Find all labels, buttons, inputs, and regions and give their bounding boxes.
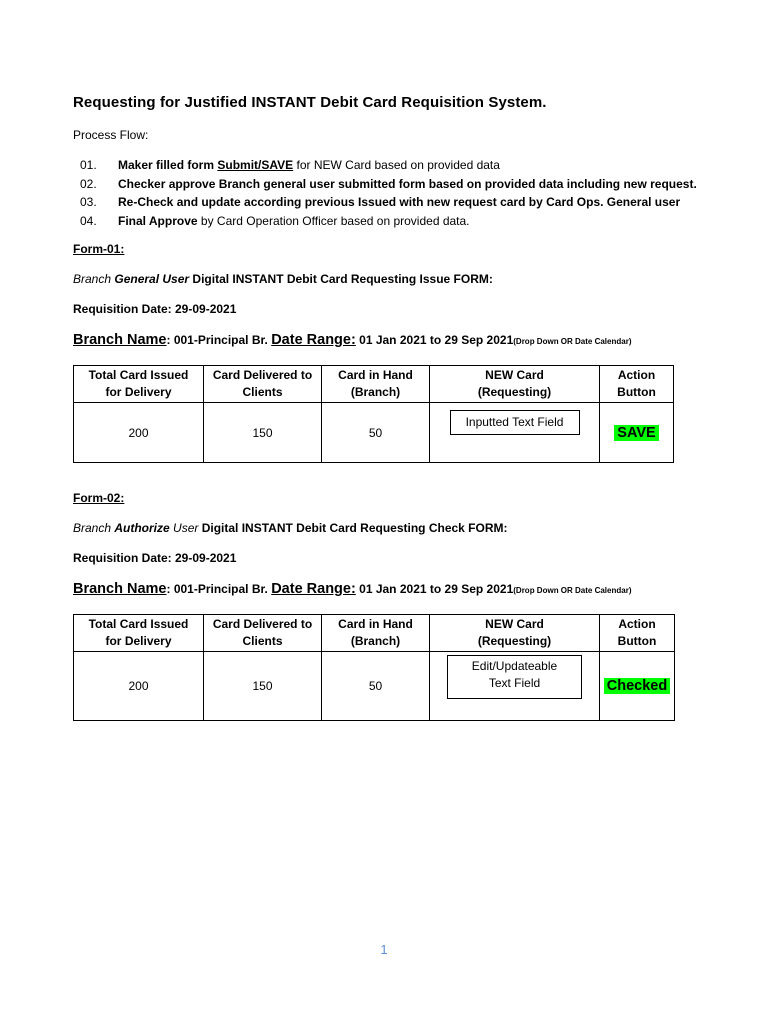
new-card-cell [430, 652, 600, 721]
desc-text: Digital INSTANT Debit Card Requesting Check FORM: [198, 521, 508, 535]
card-delivered-cell: 150 [204, 652, 322, 721]
form1-table [73, 365, 674, 463]
form1-branch-line [73, 332, 631, 348]
action-cell [600, 403, 674, 463]
step-number: 01. [80, 158, 97, 172]
header-text: Card in Hand (Branch) [338, 617, 413, 648]
header-text: Total Card Issued for Delivery [88, 617, 189, 648]
process-step-2 [80, 175, 697, 194]
process-flow-heading: Process Flow: [73, 128, 149, 142]
form2-requisition-date: Requisition Date: 29-09-2021 [73, 551, 237, 565]
date-range-note: (Drop Down OR Date Calendar) [513, 337, 632, 346]
form1-description [73, 272, 493, 286]
step-text-emphasis: Submit/SAVE [217, 158, 294, 172]
header-text: NEW Card (Requesting) [477, 617, 552, 648]
desc-text: Digital INSTANT Debit Card Requesting Issue FORM: [189, 272, 493, 286]
card-in-hand-cell: 50 [322, 403, 430, 463]
document-title: Requesting for Justified INSTANT Debit Card Requisition System. [73, 94, 547, 111]
branch-name-label: Branch Name [73, 332, 167, 348]
step-number: 02. [80, 176, 97, 191]
header-card-in-hand [322, 615, 430, 652]
header-action-button [600, 615, 675, 652]
step-text: Maker filled form [118, 158, 218, 172]
step-text: by Card Operation Officer based on provided data. [197, 214, 470, 229]
total-card-issued-cell: 200 [74, 403, 204, 463]
header-action-button [600, 366, 674, 403]
step-number: 04. [80, 214, 97, 229]
checked-button[interactable]: Checked [604, 678, 670, 694]
header-total-card-issued [74, 366, 204, 403]
date-range-label: Date Range: [271, 581, 356, 597]
header-text: Total Card Issued for Delivery [88, 368, 189, 399]
new-card-input-field[interactable]: Inputted Text Field [450, 410, 580, 435]
process-step-1 [80, 156, 697, 175]
form2-table [73, 614, 675, 721]
step-text: Re-Check and update according [118, 195, 305, 210]
desc-text: Branch [73, 521, 115, 535]
header-text: NEW Card (Requesting) [477, 368, 552, 399]
header-text: Action Button [617, 617, 657, 648]
step-text: previous Issued with new request card by Card Ops. General user [304, 195, 681, 210]
date-range-value[interactable]: 01 Jan 2021 to 29 Sep 2021 [355, 582, 514, 596]
header-text: Card Delivered to Clients [212, 368, 313, 399]
header-text: Card Delivered to Clients [212, 617, 313, 648]
branch-name-value: : 001-Principal Br. [166, 582, 272, 596]
step-text: Checker approve Branch general user submitted form based on provided data including new request. [118, 176, 697, 191]
form2-label: Form-02: [73, 491, 125, 505]
date-range-note: (Drop Down OR Date Calendar) [513, 586, 632, 595]
total-card-issued-cell: 200 [74, 652, 204, 721]
branch-name-label: Branch Name [73, 581, 167, 597]
desc-role: General User [114, 272, 190, 286]
header-card-delivered [204, 366, 322, 403]
card-in-hand-cell: 50 [322, 652, 430, 721]
header-new-card [430, 615, 600, 652]
desc-role: Authorize [114, 521, 170, 535]
desc-text: Branch [73, 272, 115, 286]
form2-description [73, 521, 508, 535]
step-text: for NEW Card based on provided data [293, 158, 500, 172]
process-step-3 [80, 193, 697, 212]
date-range-value[interactable]: 01 Jan 2021 to 29 Sep 2021 [355, 333, 514, 347]
process-step-4 [80, 212, 697, 231]
form2-branch-line [73, 581, 631, 597]
form1-label: Form-01: [73, 242, 125, 256]
step-number: 03. [80, 195, 97, 210]
header-card-in-hand [322, 366, 430, 403]
save-button[interactable]: SAVE [614, 425, 658, 441]
header-text: Card in Hand (Branch) [338, 368, 413, 399]
branch-name-value: : 001-Principal Br. [166, 333, 272, 347]
desc-text: User [169, 521, 199, 535]
form1-requisition-date: Requisition Date: 29-09-2021 [73, 302, 237, 316]
header-new-card [430, 366, 600, 403]
header-card-delivered [204, 615, 322, 652]
page-number: 1 [380, 942, 388, 957]
step-text: Final Approve [118, 214, 198, 229]
header-total-card-issued [74, 615, 204, 652]
action-cell [600, 652, 675, 721]
new-card-cell [430, 403, 600, 463]
header-text: Action Button [617, 368, 656, 399]
date-range-label: Date Range: [271, 332, 356, 348]
process-flow-list [80, 156, 697, 231]
card-delivered-cell: 150 [204, 403, 322, 463]
new-card-editable-field[interactable]: Edit/Updateable Text Field [447, 655, 582, 699]
